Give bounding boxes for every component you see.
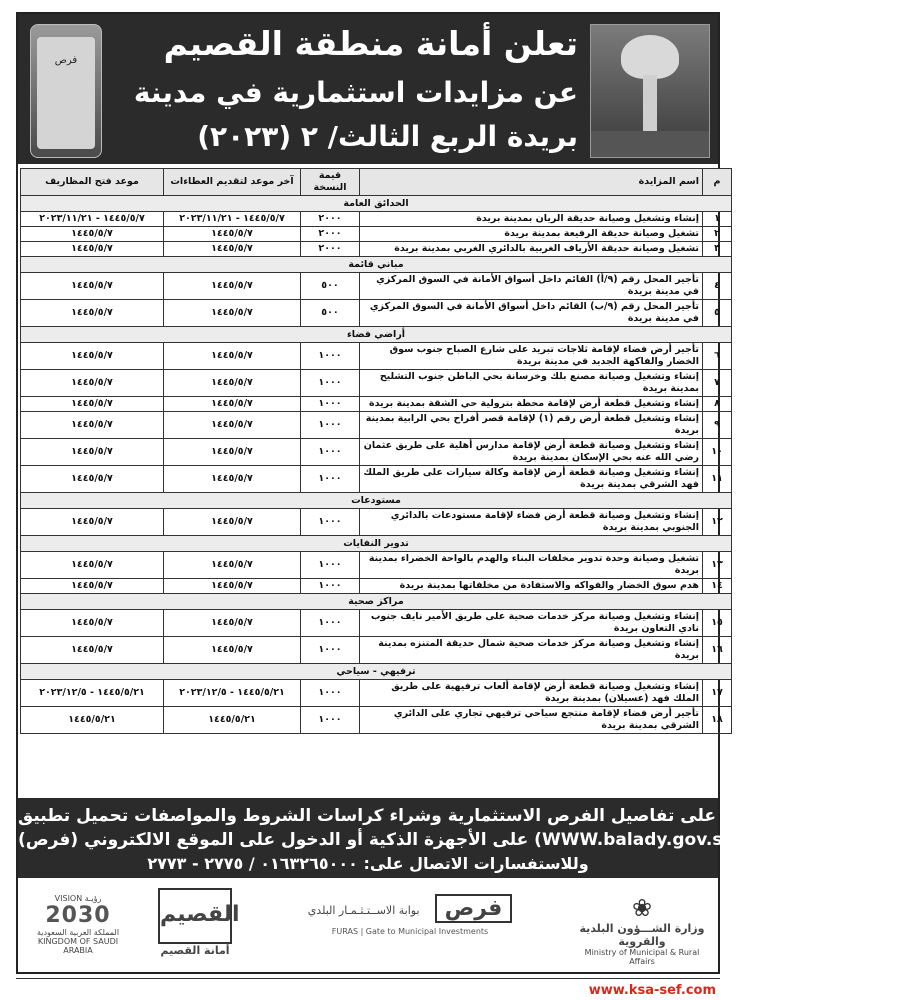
vision-mark: 2030	[45, 903, 111, 928]
copy-price: ١٠٠٠	[301, 343, 360, 370]
advertisement	[16, 12, 907, 974]
table-row	[21, 397, 732, 412]
copy-price: ١٠٠٠	[301, 439, 360, 466]
copy-price: ١٠٠٠	[301, 610, 360, 637]
row-number: ١٣	[703, 552, 732, 579]
deadline-date: ١٤٤٥/٥/٧	[164, 509, 301, 536]
table-row	[21, 227, 732, 242]
copy-price: ١٠٠٠	[301, 397, 360, 412]
row-number: ٧	[703, 370, 732, 397]
table-row	[21, 412, 732, 439]
table-row	[21, 552, 732, 579]
opening-date: ١٤٤٥/٥/٧	[21, 273, 164, 300]
row-number: ٣	[703, 242, 732, 257]
copy-price: ٢٠٠٠	[301, 242, 360, 257]
deadline-date: ١٤٤٥/٥/٧	[164, 300, 301, 327]
row-number: ٥	[703, 300, 732, 327]
row-number: ١٢	[703, 509, 732, 536]
footer-website: (فرص) على الأجهزة الذكية أو الدخول على الموقع الالكتروني (WWW.balady.gov.sa)	[18, 830, 742, 850]
copy-price: ١٠٠٠	[301, 707, 360, 734]
footer-instruction: فعلى الراغبين الاطلاع على تفاصيل الفرص الاستثمارية وشراء كراسات الشروط والمواصفات تحميل تطبيق	[18, 806, 907, 826]
opening-date: ١٤٤٥/٥/٧	[21, 466, 164, 493]
ad-footer	[18, 798, 907, 878]
deadline-date: ١٤٤٥/٥/٧	[164, 466, 301, 493]
col-num-header: م	[703, 169, 732, 196]
furas-mark: فرص	[435, 894, 513, 923]
opening-date: ١٤٤٥/٥/٧	[21, 509, 164, 536]
deadline-date: ١٤٤٥/٥/٧	[164, 439, 301, 466]
headline-period: بريدة الربع الثالث/ ٢ (٢٠٢٣)	[197, 120, 578, 153]
section-title: مستودعات	[21, 493, 732, 509]
auction-name: تأجير أرض فضاء لإقامة ثلاجات تبريد على شارع الصباح جنوب سوق الخضار والفاكهة الجديد في مدينة بريدة	[360, 343, 703, 370]
table-row	[21, 680, 732, 707]
auction-name: إنشاء وتشغيل وصيانة قطعة أرض فضاء لإقامة مستودعات بالدائري الجنوبي بمدينة بريدة	[360, 509, 703, 536]
table-row	[21, 466, 732, 493]
source-website: www.ksa-sef.com	[588, 983, 716, 998]
copy-price: ١٠٠٠	[301, 509, 360, 536]
opening-date: ١٤٤٥/٥/٧	[21, 637, 164, 664]
headline-title: تعلن أمانة منطقة القصيم	[163, 24, 578, 63]
auction-name: إنشاء وتشغيل وصيانة قطعة أرض لإقامة مدارس أهلية على طريق عثمان رضي الله عنه بحي الإسكان بمدينة بريدة	[360, 439, 703, 466]
auction-name: إنشاء وتشغيل وصيانة مصنع بلك وخرسانة بحي الباطن جنوب التشليح بمدينة بريدة	[360, 370, 703, 397]
row-number: ١٨	[703, 707, 732, 734]
copy-price: ١٠٠٠	[301, 680, 360, 707]
deadline-date: ١٤٤٥/٥/٢١	[164, 707, 301, 734]
vision-subtitle: المملكة العربية السعودية KINGDOM OF SAUDI ARABIA	[36, 928, 120, 955]
phone-app-caption: فرص	[54, 55, 78, 66]
auction-name: تأجير أرض فضاء لإقامة منتجع سياحي ترفيهي تجاري على الدائري الشرقي بمدينة بريدة	[360, 707, 703, 734]
opening-date: ١٤٤٥/٥/٧	[21, 439, 164, 466]
row-number: ٦	[703, 343, 732, 370]
table-row	[21, 509, 732, 536]
furas-title-en: FURAS | Gate to Municipal Investments	[331, 927, 489, 936]
section-row	[21, 594, 732, 610]
auction-name: إنشاء وتشغيل قطعة أرض لإقامة محطة بترولية حي الشقة بمدينة بريدة	[360, 397, 703, 412]
qassim-label: أمانة القصيم	[160, 944, 230, 957]
deadline-date: ١٤٤٥/٥/٧ - ٢٠٢٣/١١/٢١	[164, 212, 301, 227]
ministry-name-en: Ministry of Municipal & Rural Affairs	[584, 948, 700, 966]
copy-price: ٢٠٠٠	[301, 212, 360, 227]
qassim-logo	[140, 888, 250, 957]
copy-price: ١٠٠٠	[301, 412, 360, 439]
table-row	[21, 370, 732, 397]
auction-name: هدم سوق الخضار والفواكه والاستفادة من مخلفاتها بمدينة بريدة	[360, 579, 703, 594]
opening-date: ١٤٤٥/٥/٧	[21, 397, 164, 412]
ministry-name-ar: وزارة الشـــؤون البلدية والقروية	[579, 922, 705, 948]
auction-name: إنشاء وتشغيل وصيانة مركز خدمات صحية شمال حديقة المتنزه بمدينة بريدة	[360, 637, 703, 664]
city-skyline-shape	[591, 131, 709, 157]
auction-name: تشغيل وصيانة حديقة الرفيعة بمدينة بريدة	[360, 227, 703, 242]
copy-price: ٥٠٠	[301, 273, 360, 300]
copy-price: ١٠٠٠	[301, 466, 360, 493]
auction-name: إنشاء وتشغيل وصيانة مركز خدمات صحية على طريق الأمير نايف جنوب نادي التعاون بريدة	[360, 610, 703, 637]
section-row	[21, 196, 732, 212]
copy-price: ٢٠٠٠	[301, 227, 360, 242]
table-row	[21, 212, 732, 227]
auction-name: تأجير المحل رقم (٩/ب) القائم داخل أسواق الأمانة في السوق المركزي في مدينة بريدة	[360, 300, 703, 327]
section-row	[21, 664, 732, 680]
table-row	[21, 273, 732, 300]
furas-logo	[270, 894, 550, 936]
table-row	[21, 343, 732, 370]
row-number: ١٠	[703, 439, 732, 466]
ad-header	[18, 14, 718, 164]
col-name-header: اسم المزايدة	[360, 169, 703, 196]
table-header-row	[21, 169, 732, 196]
ministry-logo	[572, 894, 712, 966]
logos-strip	[18, 880, 718, 972]
opening-date: ١٤٤٥/٥/٧	[21, 552, 164, 579]
section-title: مباني قائمة	[21, 257, 732, 273]
copy-price: ١٠٠٠	[301, 552, 360, 579]
copy-price: ٥٠٠	[301, 300, 360, 327]
deadline-date: ١٤٤٥/٥/٢١ - ٢٠٢٣/١٢/٥	[164, 680, 301, 707]
auction-name: تشغيل وصيانة حديقة الأرياف الغربية بالدائري الغربي بمدينة بريدة	[360, 242, 703, 257]
deadline-date: ١٤٤٥/٥/٧	[164, 397, 301, 412]
deadline-date: ١٤٤٥/٥/٧	[164, 343, 301, 370]
auction-name: إنشاء وتشغيل وصيانة حديقة الريان بمدينة بريدة	[360, 212, 703, 227]
copy-price: ١٠٠٠	[301, 637, 360, 664]
deadline-date: ١٤٤٥/٥/٧	[164, 610, 301, 637]
table-row	[21, 579, 732, 594]
auction-name: إنشاء وتشغيل وصيانة قطعة أرض لإقامة ألعاب ترفيهية على طريق الملك فهد (عسيلان) بمدينة بريدة	[360, 680, 703, 707]
tower-stem-shape	[643, 75, 657, 135]
row-number: ٤	[703, 273, 732, 300]
row-number: ١	[703, 212, 732, 227]
col-deadline-header: آخر موعد لتقديم العطاءات	[164, 169, 301, 196]
col-price-header: قيمة النسخة	[301, 169, 360, 196]
opening-date: ١٤٤٥/٥/٧	[21, 242, 164, 257]
footer-contact: وللاستفسارات الاتصال على: ٠١٦٣٢٦٥٠٠٠ / ٢٧٧٥ - ٢٧٧٣	[147, 854, 589, 873]
auction-name: إنشاء وتشغيل قطعة أرض رقم (١) لإقامة قصر أفراح بحي الرابية بمدينة بريدة	[360, 412, 703, 439]
section-title: الحدائق العامة	[21, 196, 732, 212]
opening-date: ١٤٤٥/٥/٧	[21, 412, 164, 439]
water-tower-photo	[590, 24, 710, 158]
auctions-table	[20, 168, 732, 734]
section-title: أراضي فضاء	[21, 327, 732, 343]
deadline-date: ١٤٤٥/٥/٧	[164, 552, 301, 579]
row-number: ١٤	[703, 579, 732, 594]
opening-date: ١٤٤٥/٥/٧	[21, 370, 164, 397]
auction-name: تأجير المحل رقم (٩/أ) القائم داخل أسواق الأمانة في السوق المركزي في مدينة بريدة	[360, 273, 703, 300]
auction-name: تشغيل وصيانة وحدة تدوير مخلفات البناء والهدم بالواحة الخضراء بمدينة بريدة	[360, 552, 703, 579]
section-title: ترفيهي - سياحي	[21, 664, 732, 680]
row-number: ١٧	[703, 680, 732, 707]
table-body	[21, 196, 732, 734]
opening-date: ١٤٤٥/٥/٧	[21, 227, 164, 242]
opening-date: ١٤٤٥/٥/٧	[21, 579, 164, 594]
deadline-date: ١٤٤٥/٥/٧	[164, 579, 301, 594]
opening-date: ١٤٤٥/٥/٢١ - ٢٠٢٣/١٢/٥	[21, 680, 164, 707]
table-row	[21, 707, 732, 734]
row-number: ١٦	[703, 637, 732, 664]
row-number: ١٥	[703, 610, 732, 637]
section-row	[21, 257, 732, 273]
tower-dome-shape	[621, 35, 679, 79]
row-number: ٩	[703, 412, 732, 439]
vision-2030-logo	[28, 894, 128, 955]
copy-price: ١٠٠٠	[301, 370, 360, 397]
table-row	[21, 637, 732, 664]
row-number: ١١	[703, 466, 732, 493]
furas-title-ar: بوابة الاســتـثـمـار البلدي	[307, 904, 420, 917]
opening-date: ١٤٤٥/٥/٧	[21, 343, 164, 370]
section-title: مراكز صحية	[21, 594, 732, 610]
table-row	[21, 439, 732, 466]
table-row	[21, 300, 732, 327]
row-number: ٨	[703, 397, 732, 412]
opening-date: ١٤٤٥/٥/٧	[21, 610, 164, 637]
deadline-date: ١٤٤٥/٥/٧	[164, 637, 301, 664]
phone-screen	[37, 37, 95, 149]
section-row	[21, 327, 732, 343]
opening-date: ١٤٤٥/٥/٢١	[21, 707, 164, 734]
auction-name: إنشاء وتشغيل وصيانة قطعة أرض لإقامة وكالة سيارات على طريق الملك فهد الشرقي بمدينة بريدة	[360, 466, 703, 493]
phone-app-image	[30, 24, 102, 158]
headline-subtitle: عن مزايدات استثمارية في مدينة	[133, 76, 578, 109]
table-row	[21, 242, 732, 257]
section-row	[21, 493, 732, 509]
qassim-mark: القصيم	[158, 888, 232, 944]
section-row	[21, 536, 732, 552]
row-number: ٢	[703, 227, 732, 242]
deadline-date: ١٤٤٥/٥/٧	[164, 273, 301, 300]
opening-date: ١٤٤٥/٥/٧ - ٢٠٢٣/١١/٢١	[21, 212, 164, 227]
deadline-date: ١٤٤٥/٥/٧	[164, 227, 301, 242]
section-title: تدوير النفايات	[21, 536, 732, 552]
col-opening-header: موعد فتح المظاريف	[21, 169, 164, 196]
table-row	[21, 610, 732, 637]
deadline-date: ١٤٤٥/٥/٧	[164, 242, 301, 257]
palm-swords-icon: ❀	[631, 894, 653, 922]
deadline-date: ١٤٤٥/٥/٧	[164, 370, 301, 397]
vision-top: VISION رؤيـة	[54, 894, 102, 903]
deadline-date: ١٤٤٥/٥/٧	[164, 412, 301, 439]
copy-price: ١٠٠٠	[301, 579, 360, 594]
opening-date: ١٤٤٥/٥/٧	[21, 300, 164, 327]
bottom-rule	[16, 978, 720, 979]
